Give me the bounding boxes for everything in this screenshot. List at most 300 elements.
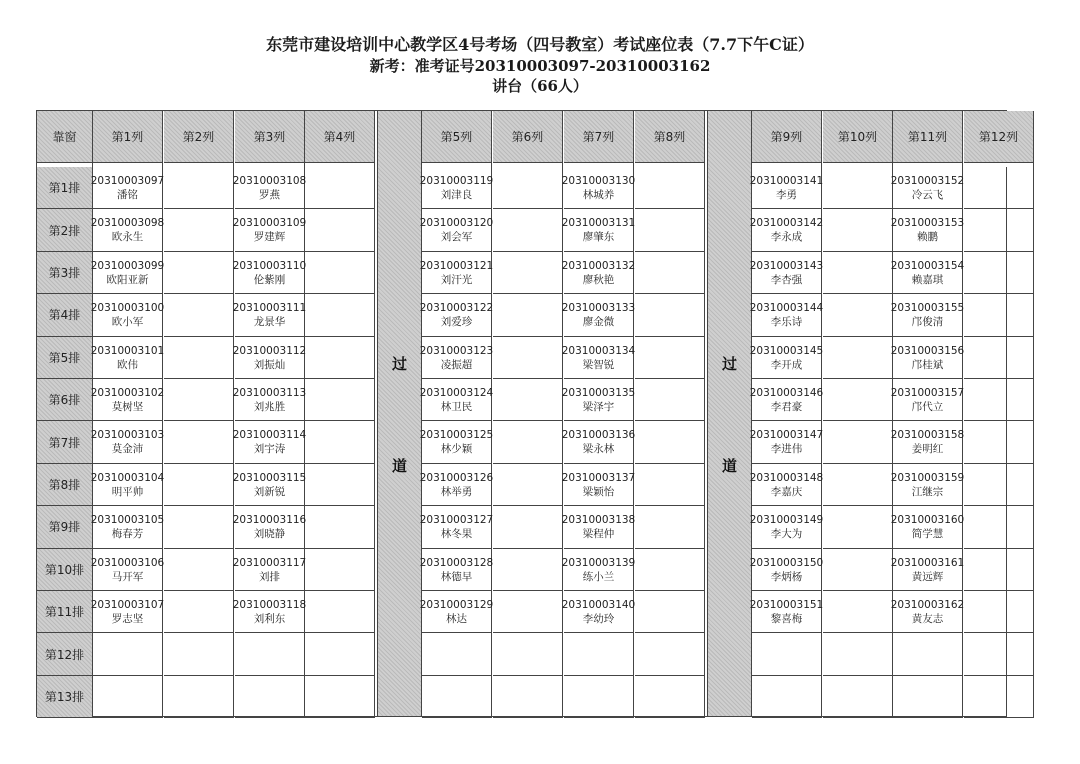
empty-seat bbox=[305, 294, 375, 336]
column-header: 第8列 bbox=[635, 111, 705, 163]
candidate-name: 林达 bbox=[446, 613, 467, 625]
candidate-name: 李幼玲 bbox=[582, 613, 615, 625]
candidate-name: 刘汗光 bbox=[440, 273, 473, 286]
seat-cell bbox=[232, 167, 307, 209]
ticket-number: 20310003123 bbox=[419, 344, 494, 357]
ticket-number: 20310003151 bbox=[749, 599, 824, 611]
ticket-number: 20310003147 bbox=[749, 429, 824, 442]
candidate-name: 李君豪 bbox=[770, 401, 803, 413]
ticket-number: 20310003119 bbox=[419, 175, 494, 187]
ticket-number: 20310003116 bbox=[232, 514, 307, 527]
candidate-name: 明平帅 bbox=[111, 485, 144, 498]
ticket-number: 20310003137 bbox=[561, 471, 636, 484]
empty-seat bbox=[164, 421, 234, 463]
column-header: 第6列 bbox=[493, 111, 563, 163]
aisle bbox=[377, 111, 422, 716]
seat-cell bbox=[890, 209, 965, 251]
empty-seat bbox=[635, 464, 705, 506]
row-header: 第11排 bbox=[37, 591, 93, 633]
empty-seat bbox=[635, 633, 705, 675]
candidate-name: 罗燕 bbox=[259, 189, 280, 201]
ticket-number: 20310003132 bbox=[561, 259, 636, 272]
empty-seat bbox=[635, 294, 705, 336]
candidate-name: 龙景华 bbox=[253, 316, 286, 329]
ticket-number: 20310003152 bbox=[890, 175, 965, 187]
column-header: 第9列 bbox=[752, 111, 822, 163]
empty-seat bbox=[305, 421, 375, 463]
empty-seat bbox=[964, 549, 1034, 591]
ticket-number: 20310003113 bbox=[232, 387, 307, 399]
ticket-number: 20310003101 bbox=[90, 344, 165, 357]
candidate-name: 邝俊清 bbox=[911, 316, 944, 329]
platform-label: 讲台（66人） bbox=[492, 77, 588, 95]
empty-seat bbox=[635, 379, 705, 421]
seat-cell bbox=[90, 591, 165, 633]
empty-seat bbox=[893, 676, 963, 718]
column-header: 第12列 bbox=[964, 111, 1034, 163]
empty-seat bbox=[752, 633, 822, 675]
empty-seat bbox=[964, 591, 1034, 633]
row-header: 第10排 bbox=[37, 549, 93, 591]
seat-cell bbox=[419, 506, 494, 548]
candidate-name: 伦紫刚 bbox=[253, 273, 286, 286]
empty-seat bbox=[964, 167, 1034, 209]
empty-seat bbox=[164, 633, 234, 675]
candidate-name: 姜明红 bbox=[911, 443, 944, 456]
ticket-number: 20310003112 bbox=[232, 344, 307, 357]
seat-cell bbox=[419, 167, 494, 209]
seat-cell bbox=[561, 464, 636, 506]
ticket-number: 20310003162 bbox=[890, 599, 965, 611]
empty-seat bbox=[305, 464, 375, 506]
empty-seat bbox=[235, 633, 305, 675]
ticket-number: 20310003107 bbox=[90, 599, 165, 611]
aisle-label: 道 bbox=[721, 457, 737, 475]
seat-cell bbox=[890, 506, 965, 548]
seat-cell bbox=[749, 337, 824, 379]
candidate-name: 罗志坚 bbox=[111, 613, 144, 625]
ticket-number: 20310003105 bbox=[90, 514, 165, 527]
ticket-number: 20310003097 bbox=[90, 175, 165, 187]
candidate-name: 李永成 bbox=[770, 231, 803, 244]
candidate-name: 邝代立 bbox=[911, 401, 944, 413]
empty-seat bbox=[305, 252, 375, 294]
column-header: 第11列 bbox=[893, 111, 963, 163]
empty-seat bbox=[823, 591, 893, 633]
seat-cell bbox=[561, 294, 636, 336]
empty-seat bbox=[635, 252, 705, 294]
candidate-name: 欧伟 bbox=[117, 358, 138, 371]
column-header: 第10列 bbox=[823, 111, 893, 163]
ticket-number: 20310003138 bbox=[561, 514, 636, 527]
seat-cell bbox=[890, 337, 965, 379]
ticket-number: 20310003122 bbox=[419, 302, 494, 315]
empty-seat bbox=[164, 167, 234, 209]
candidate-name: 梅春芳 bbox=[111, 528, 144, 541]
seat-cell bbox=[561, 506, 636, 548]
ticket-number: 20310003136 bbox=[561, 429, 636, 442]
seat-cell bbox=[561, 252, 636, 294]
aisle bbox=[707, 111, 752, 716]
column-header: 第2列 bbox=[164, 111, 234, 163]
ticket-number: 20310003121 bbox=[419, 259, 494, 272]
empty-seat bbox=[635, 506, 705, 548]
empty-seat bbox=[422, 676, 492, 718]
empty-seat bbox=[823, 633, 893, 675]
seat-cell bbox=[90, 294, 165, 336]
ticket-number: 20310003158 bbox=[890, 429, 965, 442]
candidate-name: 李杏强 bbox=[770, 273, 803, 286]
seat-cell bbox=[561, 591, 636, 633]
row-header: 第3排 bbox=[37, 252, 93, 294]
ticket-number: 20310003102 bbox=[90, 387, 165, 399]
seat-cell bbox=[561, 167, 636, 209]
empty-seat bbox=[493, 633, 563, 675]
candidate-name: 黄远辉 bbox=[911, 570, 944, 583]
candidate-name: 梁泽宇 bbox=[582, 401, 615, 413]
ticket-number: 20310003103 bbox=[90, 429, 165, 442]
ticket-number: 20310003115 bbox=[232, 471, 307, 484]
ticket-number: 20310003154 bbox=[890, 259, 965, 272]
candidate-name: 练小兰 bbox=[582, 570, 615, 583]
candidate-name: 江继宗 bbox=[911, 485, 944, 498]
candidate-name: 廖肇东 bbox=[582, 231, 615, 244]
seat-cell bbox=[890, 167, 965, 209]
empty-seat bbox=[823, 379, 893, 421]
ticket-number: 20310003148 bbox=[749, 471, 824, 484]
candidate-name: 林少颖 bbox=[440, 443, 473, 456]
candidate-name: 林举勇 bbox=[440, 485, 473, 498]
candidate-name: 林冬果 bbox=[440, 528, 473, 541]
empty-seat bbox=[493, 464, 563, 506]
seat-cell bbox=[90, 549, 165, 591]
seat-cell bbox=[419, 294, 494, 336]
ticket-number: 20310003156 bbox=[890, 344, 965, 357]
ticket-number: 20310003108 bbox=[232, 175, 307, 187]
ticket-number: 20310003110 bbox=[232, 259, 307, 272]
seat-cell bbox=[90, 209, 165, 251]
seat-cell bbox=[890, 294, 965, 336]
empty-seat bbox=[493, 549, 563, 591]
empty-seat bbox=[635, 167, 705, 209]
seat-cell bbox=[749, 294, 824, 336]
empty-seat bbox=[305, 549, 375, 591]
empty-seat bbox=[305, 506, 375, 548]
ticket-number: 20310003109 bbox=[232, 217, 307, 230]
empty-seat bbox=[823, 209, 893, 251]
ticket-number: 20310003159 bbox=[890, 471, 965, 484]
ticket-number: 20310003129 bbox=[419, 599, 494, 611]
ticket-number: 20310003130 bbox=[561, 175, 636, 187]
candidate-name: 罗建辉 bbox=[253, 231, 286, 244]
seat-cell bbox=[890, 591, 965, 633]
ticket-number: 20310003143 bbox=[749, 259, 824, 272]
candidate-name: 马开军 bbox=[111, 570, 144, 583]
candidate-name: 梁程仲 bbox=[582, 528, 615, 541]
seat-cell bbox=[890, 464, 965, 506]
ticket-number: 20310003099 bbox=[90, 259, 165, 272]
candidate-name: 李勇 bbox=[776, 189, 797, 201]
ticket-number: 20310003133 bbox=[561, 302, 636, 315]
seat-cell bbox=[232, 549, 307, 591]
empty-seat bbox=[164, 209, 234, 251]
candidate-name: 林卫民 bbox=[440, 401, 473, 413]
page-subtitle: 新考：准考证号20310003097-20310003162 bbox=[369, 57, 711, 75]
empty-seat bbox=[964, 337, 1034, 379]
empty-seat bbox=[93, 633, 163, 675]
row-header: 第8排 bbox=[37, 464, 93, 506]
seat-cell bbox=[890, 421, 965, 463]
empty-seat bbox=[493, 167, 563, 209]
candidate-name: 梁永林 bbox=[582, 443, 615, 456]
ticket-number: 20310003140 bbox=[561, 599, 636, 611]
ticket-number: 20310003146 bbox=[749, 387, 824, 399]
empty-seat bbox=[164, 337, 234, 379]
candidate-name: 冷云飞 bbox=[911, 189, 944, 201]
candidate-name: 欧永生 bbox=[111, 231, 144, 244]
ticket-number: 20310003098 bbox=[90, 217, 165, 230]
empty-seat bbox=[305, 379, 375, 421]
column-header: 第1列 bbox=[93, 111, 163, 163]
seat-cell bbox=[90, 337, 165, 379]
ticket-number: 20310003144 bbox=[749, 302, 824, 315]
seat-cell bbox=[232, 252, 307, 294]
empty-seat bbox=[964, 676, 1034, 718]
row-header: 第6排 bbox=[37, 379, 93, 421]
empty-seat bbox=[823, 676, 893, 718]
candidate-name: 李大为 bbox=[770, 528, 803, 541]
candidate-name: 李乐诗 bbox=[770, 316, 803, 329]
seat-cell bbox=[749, 591, 824, 633]
candidate-name: 欧阳亚新 bbox=[106, 273, 149, 286]
empty-seat bbox=[823, 464, 893, 506]
empty-seat bbox=[164, 252, 234, 294]
ticket-number: 20310003161 bbox=[890, 556, 965, 569]
corner-label: 靠窗 bbox=[37, 111, 93, 163]
seat-cell bbox=[561, 379, 636, 421]
empty-seat bbox=[305, 676, 375, 718]
candidate-name: 刘爱珍 bbox=[440, 316, 473, 329]
ticket-number: 20310003111 bbox=[232, 302, 307, 315]
candidate-name: 黎喜梅 bbox=[770, 613, 803, 625]
seat-cell bbox=[419, 591, 494, 633]
candidate-name: 廖金微 bbox=[582, 316, 615, 329]
empty-seat bbox=[93, 676, 163, 718]
ticket-number: 20310003155 bbox=[890, 302, 965, 315]
column-header: 第3列 bbox=[235, 111, 305, 163]
empty-seat bbox=[964, 506, 1034, 548]
ticket-number: 20310003149 bbox=[749, 514, 824, 527]
empty-seat bbox=[823, 167, 893, 209]
ticket-number: 20310003125 bbox=[419, 429, 494, 442]
ticket-number: 20310003157 bbox=[890, 387, 965, 399]
empty-seat bbox=[305, 591, 375, 633]
seat-cell bbox=[90, 421, 165, 463]
empty-seat bbox=[823, 337, 893, 379]
candidate-name: 欧小军 bbox=[111, 316, 144, 329]
seat-cell bbox=[561, 209, 636, 251]
seat-cell bbox=[749, 549, 824, 591]
seat-cell bbox=[419, 337, 494, 379]
empty-seat bbox=[964, 633, 1034, 675]
ticket-number: 20310003131 bbox=[561, 217, 636, 230]
empty-seat bbox=[564, 633, 634, 675]
candidate-name: 梁颖怡 bbox=[582, 485, 615, 498]
candidate-name: 刘晓静 bbox=[253, 528, 286, 541]
seat-cell bbox=[232, 506, 307, 548]
empty-seat bbox=[493, 379, 563, 421]
empty-seat bbox=[164, 549, 234, 591]
candidate-name: 李进伟 bbox=[770, 443, 803, 456]
seat-cell bbox=[890, 379, 965, 421]
ticket-number: 20310003128 bbox=[419, 556, 494, 569]
seat-cell bbox=[419, 209, 494, 251]
ticket-number: 20310003100 bbox=[90, 302, 165, 315]
empty-seat bbox=[493, 294, 563, 336]
candidate-name: 潘铭 bbox=[117, 189, 138, 201]
candidate-name: 林城养 bbox=[582, 189, 615, 201]
candidate-name: 廖秋艳 bbox=[582, 273, 615, 286]
ticket-number: 20310003153 bbox=[890, 217, 965, 230]
candidate-name: 莫树坚 bbox=[111, 401, 144, 413]
empty-seat bbox=[635, 676, 705, 718]
empty-seat bbox=[964, 252, 1034, 294]
empty-seat bbox=[823, 252, 893, 294]
empty-seat bbox=[493, 506, 563, 548]
empty-seat bbox=[164, 464, 234, 506]
empty-seat bbox=[164, 506, 234, 548]
seat-cell bbox=[419, 464, 494, 506]
empty-seat bbox=[493, 252, 563, 294]
empty-seat bbox=[635, 337, 705, 379]
row-header: 第2排 bbox=[37, 209, 93, 251]
seat-cell bbox=[90, 379, 165, 421]
candidate-name: 赖鹏 bbox=[917, 231, 938, 244]
ticket-number: 20310003127 bbox=[419, 514, 494, 527]
empty-seat bbox=[235, 676, 305, 718]
ticket-number: 20310003134 bbox=[561, 344, 636, 357]
seat-cell bbox=[232, 337, 307, 379]
candidate-name: 凌振超 bbox=[440, 358, 473, 371]
empty-seat bbox=[823, 421, 893, 463]
seat-cell bbox=[749, 209, 824, 251]
empty-seat bbox=[823, 294, 893, 336]
row-header: 第13排 bbox=[37, 676, 93, 718]
candidate-name: 黄友志 bbox=[911, 613, 944, 625]
empty-seat bbox=[305, 337, 375, 379]
seat-cell bbox=[419, 549, 494, 591]
ticket-number: 20310003114 bbox=[232, 429, 307, 442]
empty-seat bbox=[493, 421, 563, 463]
empty-seat bbox=[635, 549, 705, 591]
empty-seat bbox=[164, 379, 234, 421]
ticket-number: 20310003160 bbox=[890, 514, 965, 527]
seat-cell bbox=[561, 421, 636, 463]
empty-seat bbox=[164, 591, 234, 633]
candidate-name: 刘津良 bbox=[440, 189, 473, 201]
candidate-name: 简学慧 bbox=[911, 528, 944, 541]
seat-cell bbox=[232, 421, 307, 463]
row-header: 第4排 bbox=[37, 294, 93, 336]
empty-seat bbox=[493, 337, 563, 379]
seat-cell bbox=[749, 506, 824, 548]
row-header: 第1排 bbox=[37, 167, 93, 209]
ticket-number: 20310003118 bbox=[232, 599, 307, 611]
empty-seat bbox=[964, 294, 1034, 336]
column-header: 第4列 bbox=[305, 111, 375, 163]
candidate-name: 刘会军 bbox=[440, 231, 473, 244]
candidate-name: 邝桂斌 bbox=[911, 358, 944, 371]
seat-cell bbox=[749, 379, 824, 421]
candidate-name: 莫金沛 bbox=[111, 443, 144, 456]
empty-seat bbox=[964, 421, 1034, 463]
seat-cell bbox=[749, 167, 824, 209]
seat-cell bbox=[749, 421, 824, 463]
seating-table bbox=[36, 110, 1019, 717]
ticket-number: 20310003135 bbox=[561, 387, 636, 399]
ticket-number: 20310003142 bbox=[749, 217, 824, 230]
seat-cell bbox=[90, 167, 165, 209]
ticket-number: 20310003124 bbox=[419, 387, 494, 399]
row-header: 第12排 bbox=[37, 633, 93, 675]
empty-seat bbox=[635, 421, 705, 463]
ticket-number: 20310003139 bbox=[561, 556, 636, 569]
row-header: 第9排 bbox=[37, 506, 93, 548]
empty-seat bbox=[964, 379, 1034, 421]
empty-seat bbox=[493, 209, 563, 251]
ticket-number: 20310003104 bbox=[90, 471, 165, 484]
candidate-name: 赖嘉琪 bbox=[911, 273, 944, 286]
empty-seat bbox=[305, 209, 375, 251]
candidate-name: 刘利东 bbox=[253, 613, 286, 625]
aisle-label: 过 bbox=[721, 355, 737, 373]
empty-seat bbox=[164, 676, 234, 718]
empty-seat bbox=[752, 676, 822, 718]
aisle-label: 过 bbox=[391, 355, 407, 373]
empty-seat bbox=[964, 209, 1034, 251]
ticket-number: 20310003126 bbox=[419, 471, 494, 484]
candidate-name: 林德早 bbox=[440, 570, 473, 583]
row-header: 第5排 bbox=[37, 337, 93, 379]
candidate-name: 刘排 bbox=[259, 570, 280, 583]
seat-cell bbox=[90, 464, 165, 506]
title-block bbox=[0, 34, 1080, 97]
ticket-number: 20310003145 bbox=[749, 344, 824, 357]
seat-cell bbox=[90, 252, 165, 294]
ticket-number: 20310003106 bbox=[90, 556, 165, 569]
seat-cell bbox=[749, 252, 824, 294]
page-title: 东莞市建设培训中心教学区4号考场（四号教室）考试座位表（7.7下午C证） bbox=[266, 35, 814, 54]
candidate-name: 李开成 bbox=[770, 358, 803, 371]
seat-cell bbox=[232, 379, 307, 421]
empty-seat bbox=[635, 591, 705, 633]
seat-cell bbox=[90, 506, 165, 548]
row-header: 第7排 bbox=[37, 421, 93, 463]
seat-cell bbox=[232, 591, 307, 633]
empty-seat bbox=[823, 549, 893, 591]
seat-cell bbox=[232, 294, 307, 336]
empty-seat bbox=[493, 591, 563, 633]
candidate-name: 李炳杨 bbox=[770, 570, 803, 583]
empty-seat bbox=[305, 633, 375, 675]
candidate-name: 刘宇涛 bbox=[253, 443, 286, 456]
ticket-number: 20310003120 bbox=[419, 217, 494, 230]
column-header: 第7列 bbox=[564, 111, 634, 163]
column-header: 第5列 bbox=[422, 111, 492, 163]
empty-seat bbox=[893, 633, 963, 675]
aisle-label: 道 bbox=[391, 457, 407, 475]
ticket-number: 20310003150 bbox=[749, 556, 824, 569]
